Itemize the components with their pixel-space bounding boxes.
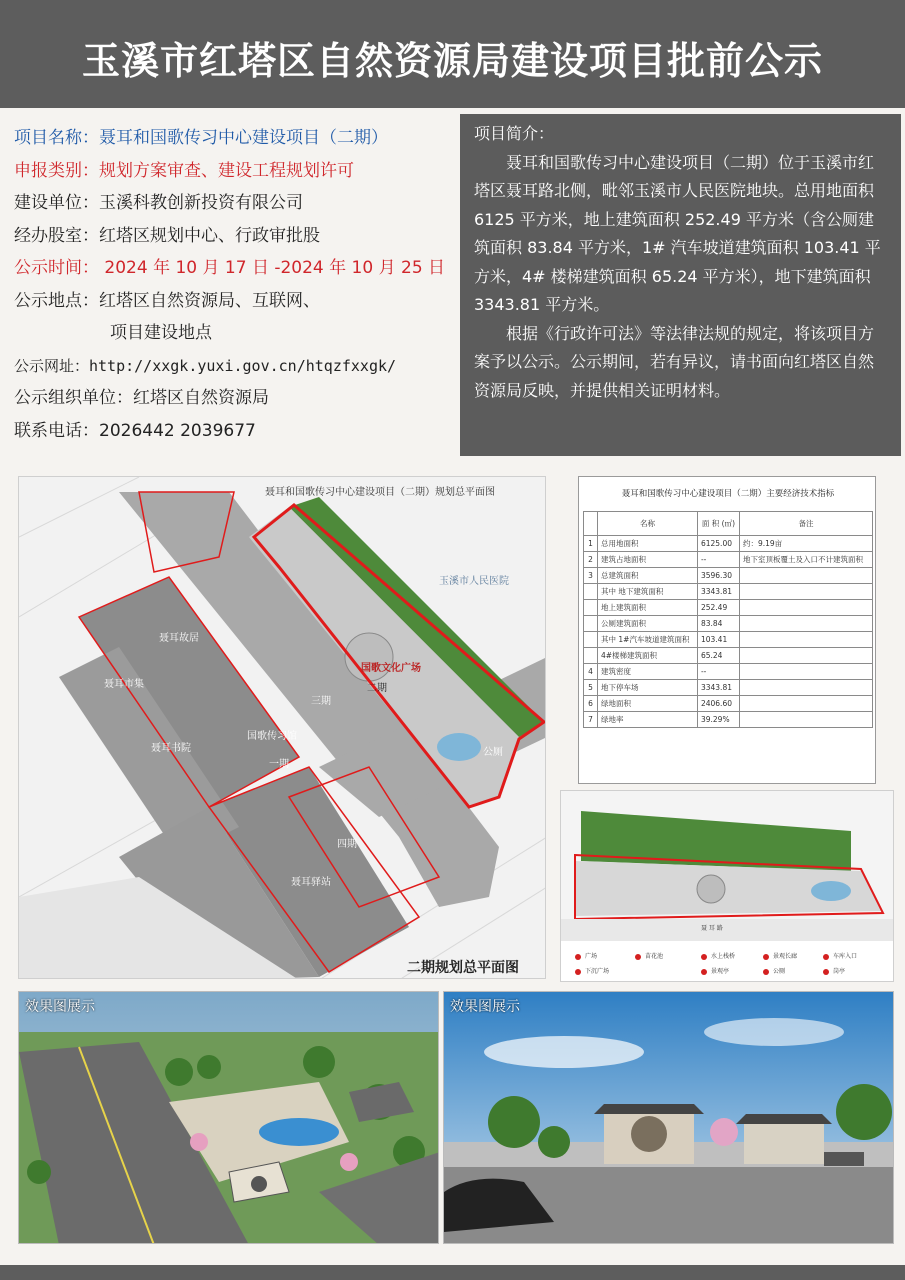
legend-dot-icon [763, 954, 769, 960]
label-phase4: 四期 [337, 839, 357, 850]
legend-dot-icon [823, 969, 829, 975]
table-cell: 6 [584, 696, 598, 712]
table-row [584, 664, 873, 680]
table-cell: 65.24 [697, 648, 739, 664]
legend-item: 景观长廊 [763, 951, 797, 960]
table-cell: 3343.81 [697, 584, 739, 600]
legend-dot-icon [635, 954, 641, 960]
table-cell [739, 632, 872, 648]
label-bookstore: 聂耳书院 [151, 743, 191, 754]
render-street-image [444, 992, 894, 1244]
intro-paragraph-1: 聂耳和国歌传习中心建设项目（二期）位于玉溪市红塔区聂耳路北侧，毗邻玉溪市人民医院地块。总用地面积 6125 平方米，地上建筑面积 252.49 平方米（含公厕建筑面积 83.84 平方米，1# 汽车坡道建筑面积 103.41 平方米，4# 楼梯建筑面积 65.24 平方米），地下建筑面积 3343.81 平方米。 [474, 152, 881, 314]
label-phase1: 一期 [269, 759, 289, 770]
legend-item: 岗亭 [823, 966, 845, 975]
label-toilet: 公厕 [483, 747, 503, 758]
render-street [443, 991, 894, 1244]
footer-bar [0, 1265, 905, 1280]
table-cell [739, 696, 872, 712]
intro-paragraph-2: 根据《行政许可法》等法律法规的规定，将该项目方案予以公示。公示期间，若有异议，请书面向红塔区自然资源局反映，并提供相关证明材料。 [474, 323, 875, 400]
table-cell: 2 [584, 552, 598, 568]
table-row [584, 712, 873, 728]
label-hospital: 玉溪市人民医院 [439, 576, 509, 587]
table-row [584, 632, 873, 648]
legend-dot-icon [823, 954, 829, 960]
label-plaza: 国歌文化广场 [361, 663, 421, 674]
legend-item: 车库入口 [823, 951, 857, 960]
table-header: 名称 [598, 512, 698, 536]
table-cell [584, 584, 598, 600]
publicity-place: 公示地点：红塔区自然资源局、互联网、 [14, 290, 320, 311]
table-cell: 地下室顶板覆土及入口不计建筑面积 [739, 552, 872, 568]
table-cell: 绿地率 [598, 712, 698, 728]
header-banner [0, 0, 905, 108]
project-intro [460, 114, 901, 456]
legend-dot-icon [763, 969, 769, 975]
table-row [584, 696, 873, 712]
indicator-table [578, 476, 876, 784]
table-row [584, 568, 873, 584]
site-road-label: 聂 耳 路 [701, 925, 723, 932]
table-cell: -- [697, 664, 739, 680]
table-cell: 39.29% [697, 712, 739, 728]
table-cell [584, 600, 598, 616]
label-phase3: 三期 [311, 696, 331, 707]
label-phase2: 二期 [367, 683, 387, 694]
table-cell: 7 [584, 712, 598, 728]
table-cell [739, 712, 872, 728]
legend-item: 广场 [575, 951, 597, 960]
table-row [584, 648, 873, 664]
render-label-right: 效果图展示 [450, 999, 520, 1015]
table-cell: 约：9.19亩 [739, 536, 872, 552]
legend-item: 公厕 [763, 966, 785, 975]
table-row [584, 552, 873, 568]
builder: 建设单位：玉溪科教创新投资有限公司 [14, 193, 303, 213]
table-cell: 绿地面积 [598, 696, 698, 712]
table-cell [584, 648, 598, 664]
table-cell: 地下停车场 [598, 680, 698, 696]
table-cell: 建筑占地面积 [598, 552, 698, 568]
plan-caption-bottom: 二期规划总平面图 [407, 960, 519, 976]
publicity-place-cont: 项目建设地点 [110, 323, 212, 343]
indicator-grid [583, 511, 873, 728]
table-header-row [584, 512, 873, 536]
publicity-url[interactable]: 公示网址：http://xxgk.yuxi.gov.cn/htqzfxxgk/ [14, 356, 397, 375]
table-title: 聂耳和国歌传习中心建设项目（二期）主要经济技术指标 [621, 489, 835, 499]
label-station: 聂耳驿站 [291, 877, 331, 888]
table-cell: 103.41 [697, 632, 739, 648]
site-plan-drawing [561, 791, 894, 941]
table-row [584, 600, 873, 616]
legend-item: 下沉广场 [575, 966, 609, 975]
render-label-left: 效果图展示 [25, 999, 95, 1015]
legend-dot-icon [701, 969, 707, 975]
legend-item: 水上栈桥 [701, 951, 735, 960]
page-title: 玉溪市红塔区自然资源局建设项目批前公示 [81, 39, 823, 83]
table-cell: 建筑密度 [598, 664, 698, 680]
table-cell [739, 664, 872, 680]
table-cell: 6125.00 [697, 536, 739, 552]
table-cell: 公厕建筑面积 [598, 616, 698, 632]
table-cell [739, 568, 872, 584]
contact-phone: 联系电话：2026442 2039677 [14, 420, 256, 441]
table-cell: 1 [584, 536, 598, 552]
table-cell [739, 584, 872, 600]
project-name: 项目名称：聂耳和国歌传习中心建设项目（二期） [14, 128, 388, 148]
table-header: 备注 [739, 512, 872, 536]
table-cell [739, 648, 872, 664]
table-cell: 83.84 [697, 616, 739, 632]
table-cell: 总用地面积 [598, 536, 698, 552]
table-cell: 5 [584, 680, 598, 696]
table-cell: 其中 地下建筑面积 [598, 584, 698, 600]
render-aerial [18, 991, 439, 1244]
table-header [584, 512, 598, 536]
table-row [584, 584, 873, 600]
label-market: 聂耳市集 [104, 679, 144, 690]
table-row [584, 616, 873, 632]
table-cell [584, 632, 598, 648]
table-cell: 3343.81 [697, 680, 739, 696]
table-cell: 4 [584, 664, 598, 680]
table-cell: 其中 1#汽车坡道建筑面积 [598, 632, 698, 648]
table-cell [739, 680, 872, 696]
organizer: 公示组织单位：红塔区自然资源局 [14, 388, 269, 408]
table-row [584, 680, 873, 696]
table-cell [584, 616, 598, 632]
site-plan [560, 790, 894, 982]
master-plan [18, 476, 546, 979]
table-cell [739, 600, 872, 616]
render-aerial-image [19, 992, 439, 1244]
plan-caption: 聂耳和国歌传习中心建设项目（二期）规划总平面图 [265, 487, 495, 498]
label-former-residence: 聂耳故居 [159, 633, 199, 644]
table-cell: 3596.30 [697, 568, 739, 584]
legend-dot-icon [575, 969, 581, 975]
table-header: 面 积 (㎡) [697, 512, 739, 536]
table-cell [739, 616, 872, 632]
table-cell: 2406.60 [697, 696, 739, 712]
table-cell: 总建筑面积 [598, 568, 698, 584]
apply-type: 申报类别：规划方案审查、建设工程规划许可 [14, 160, 354, 181]
label-center: 国歌传习馆 [247, 731, 297, 742]
table-row [584, 536, 873, 552]
publicity-period: 公示时间： 2024 年 10 月 17 日 -2024 年 10 月 25 日 [14, 258, 446, 278]
legend-item: 苗花池 [635, 951, 663, 960]
intro-heading: 项目简介： [474, 124, 555, 143]
office: 经办股室：红塔区规划中心、行政审批股 [14, 225, 320, 246]
legend-item: 景观亭 [701, 966, 729, 975]
table-cell: -- [697, 552, 739, 568]
table-cell: 252.49 [697, 600, 739, 616]
table-cell: 地上建筑面积 [598, 600, 698, 616]
table-cell: 3 [584, 568, 598, 584]
legend-dot-icon [701, 954, 707, 960]
legend-dot-icon [575, 954, 581, 960]
table-cell: 4#楼梯建筑面积 [598, 648, 698, 664]
project-info [14, 122, 454, 447]
